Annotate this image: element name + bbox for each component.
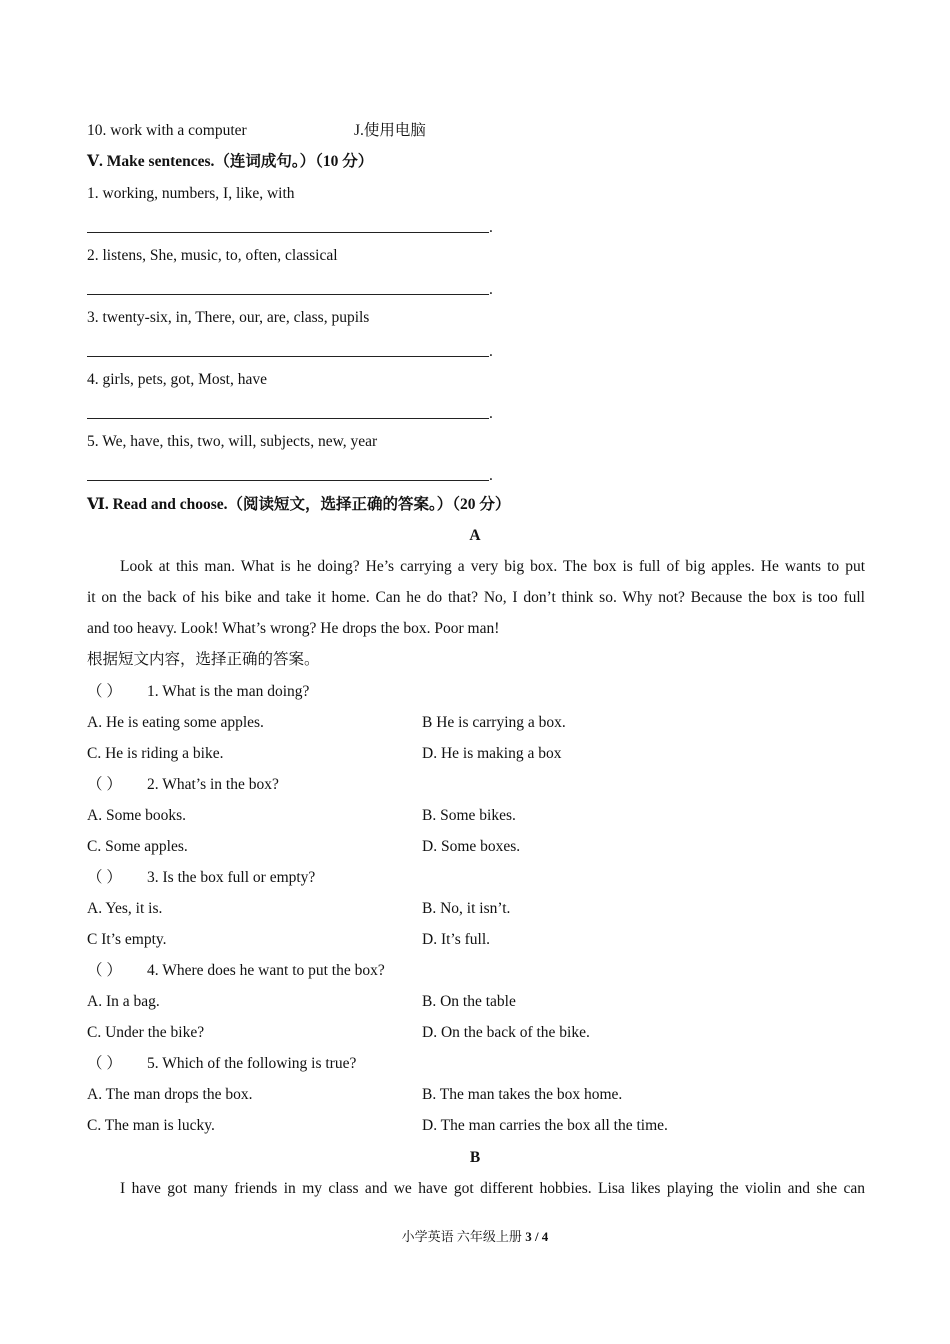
option-a: A. In a bag.	[87, 993, 160, 1010]
option-a: A. Yes, it is.	[87, 900, 163, 917]
option-a: A. He is eating some apples.	[87, 714, 264, 731]
option-c: C. The man is lucky.	[87, 1117, 215, 1134]
question-row	[87, 775, 279, 795]
option-c: C. Under the bike?	[87, 1024, 205, 1041]
question-text: 3. Is the box full or empty?	[147, 869, 316, 886]
answer-blank-line[interactable]	[87, 356, 489, 357]
answer-blank-line[interactable]	[87, 480, 489, 481]
answer-period: .	[489, 281, 493, 298]
answer-blank-line[interactable]	[87, 294, 489, 295]
vocab-item-cn: J.使用电脑	[354, 122, 426, 139]
answer-period: .	[489, 343, 493, 360]
sentence-prompt: 1. working, numbers, I, like, with	[87, 185, 295, 202]
question-row	[87, 682, 309, 702]
page-number: 3 / 4	[525, 1229, 549, 1244]
option-d: D. Some boxes.	[422, 838, 521, 855]
answer-blank-line[interactable]	[87, 418, 489, 419]
answer-paren[interactable]: （ ）	[87, 776, 122, 793]
option-c: C It’s empty.	[87, 931, 167, 948]
option-d: D. It’s full.	[422, 931, 491, 948]
sentence-prompt: 5. We, have, this, two, will, subjects, new, year	[87, 433, 378, 450]
sentence-prompt: 3. twenty-six, in, There, our, are, class, pupils	[87, 309, 370, 326]
passage-a-line: and too heavy. Look! What’s wrong? He drops the box. Poor man!	[87, 620, 500, 637]
option-a: A. The man drops the box.	[87, 1086, 253, 1103]
passage-b-line: I have got many friends in my class and we have got different hobbies. Lisa likes playing the violin and she can	[120, 1180, 865, 1197]
option-b: B. Some bikes.	[422, 807, 516, 824]
vocab-item-en: 10. work with a computer	[87, 122, 247, 139]
question-text: 5. Which of the following is true?	[147, 1055, 357, 1072]
passage-a-line: Look at this man. What is he doing? He’s carrying a very big box. The box is full of big apples. He wants to put	[120, 558, 865, 575]
passage-a-line: it on the back of his bike and take it home. Can he do that? No, I don’t think so. Why not? Because the box is too full	[87, 589, 865, 606]
option-b: B He is carrying a box.	[422, 714, 566, 731]
option-d: D. The man carries the box all the time.	[422, 1117, 668, 1134]
option-d: D. He is making a box	[422, 745, 562, 762]
answer-paren[interactable]: （ ）	[87, 962, 122, 979]
page-footer	[0, 1228, 950, 1246]
option-c: C. He is riding a bike.	[87, 745, 224, 762]
answer-paren[interactable]: （ ）	[87, 869, 122, 886]
instruction: 根据短文内容，选择正确的答案。	[87, 651, 320, 668]
question-row	[87, 868, 315, 888]
option-b: B. The man takes the box home.	[422, 1086, 623, 1103]
question-row	[87, 961, 385, 981]
option-c: C. Some apples.	[87, 838, 188, 855]
answer-blank-line[interactable]	[87, 232, 489, 233]
question-row	[87, 1054, 356, 1074]
answer-period: .	[489, 219, 493, 236]
section5-heading: Ⅴ. Make sentences.（连词成句。）（10 分）	[87, 153, 374, 170]
question-text: 4. Where does he want to put the box?	[147, 962, 385, 979]
passage-b-label: B	[469, 1149, 481, 1166]
option-b: B. On the table	[422, 993, 516, 1010]
question-text: 1. What is the man doing?	[147, 683, 310, 700]
answer-paren[interactable]: （ ）	[87, 1055, 122, 1072]
passage-a-label: A	[469, 527, 481, 544]
option-b: B. No, it isn’t.	[422, 900, 511, 917]
sentence-prompt: 4. girls, pets, got, Most, have	[87, 371, 267, 388]
option-d: D. On the back of the bike.	[422, 1024, 590, 1041]
answer-paren[interactable]: （ ）	[87, 683, 122, 700]
option-a: A. Some books.	[87, 807, 187, 824]
question-text: 2. What’s in the box?	[147, 776, 279, 793]
footer-text: 小学英语 六年级上册	[401, 1229, 526, 1244]
section6-heading: Ⅵ. Read and choose.（阅读短文，选择正确的答案。）（20 分）	[87, 496, 511, 513]
answer-period: .	[489, 467, 493, 484]
answer-period: .	[489, 405, 493, 422]
sentence-prompt: 2. listens, She, music, to, often, classical	[87, 247, 338, 264]
